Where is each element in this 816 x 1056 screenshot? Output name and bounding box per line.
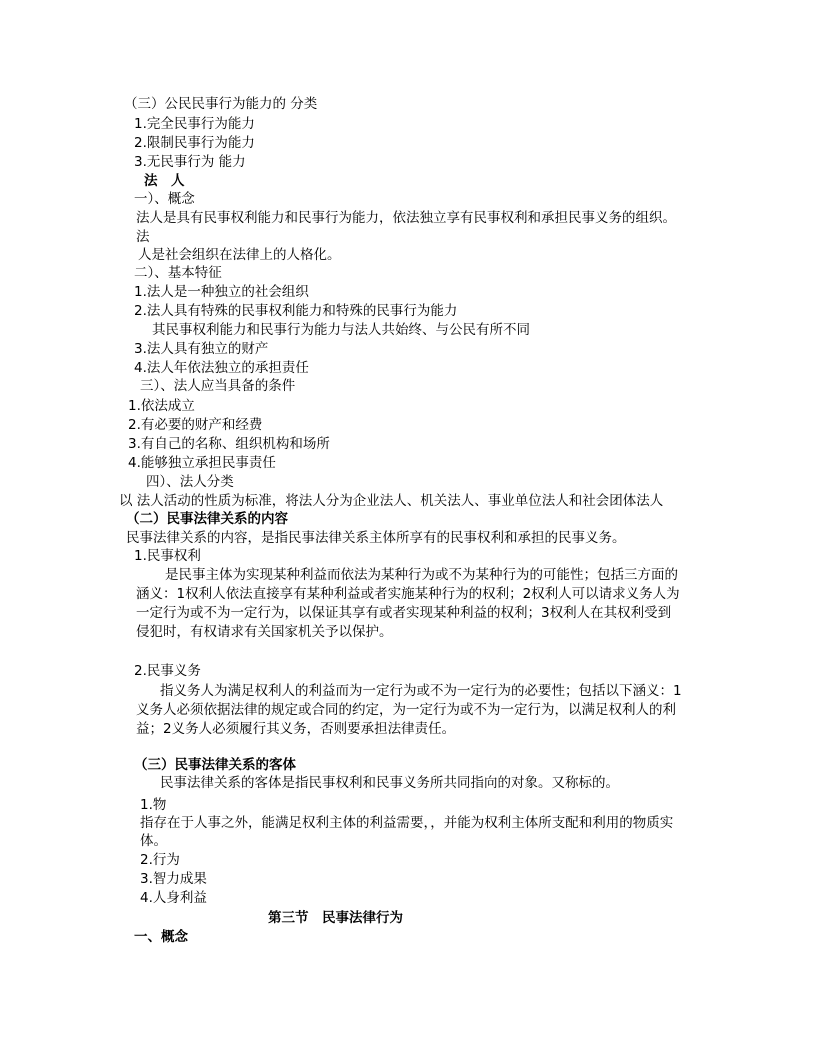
paragraph-line: 一定行为或不为一定行为，以保证其享有或者实现某种利益的权利；3权利人在其权利受到 (136, 605, 672, 621)
paragraph-line: 侵犯时，有权请求有关国家机关予以保护。 (136, 624, 393, 640)
chapter-heading: 第三节 民事法律行为 (268, 910, 403, 926)
list-item: 4.人身利益 (140, 890, 207, 906)
list-item: 2.行为 (140, 852, 180, 868)
list-item: 2.民事义务 (134, 663, 201, 679)
paragraph-line: 以 法人活动的性质为标准，将法人分为企业法人、机关法人、事业单位法人和社会团体法人 (119, 493, 664, 509)
paragraph-line: 体。 (140, 833, 167, 849)
paragraph-line: 涵义：1权利人依法直接享有某种利益或者实施某种行为的权利；2权利人可以请求义务人为 (136, 586, 680, 602)
list-item: 1.依法成立 (128, 398, 195, 414)
paragraph-line: 义务人必须依据法律的规定或合同的约定，为一定行为或不为一定行为，以满足权利人的利 (136, 702, 676, 718)
subheading: 一）、概念 (134, 191, 195, 207)
paragraph-line: 民事法律关系的客体是指民事权利和民事义务所共同指向的对象。又称标的。 (160, 775, 619, 791)
list-item: 1.物 (140, 797, 167, 813)
paragraph-line: 法 (136, 229, 150, 245)
list-item: 4.能够独立承担民事责任 (128, 455, 276, 471)
section-heading-legal-person: 法 人 (144, 173, 185, 189)
paragraph-line: 民事法律关系的内容，是指民事法律关系主体所享有的民事权利和承担的民事义务。 (126, 530, 626, 546)
list-item: 3.无民事行为 能力 (134, 154, 246, 170)
list-item: 3.法人具有独立的财产 (134, 341, 269, 357)
paragraph-line: 指存在于人事之外，能满足权利主体的利益需要，，并能为权利主体所支配和利用的物质实 (140, 815, 674, 831)
list-item: 4.法人年依法独立的承担责任 (134, 360, 309, 376)
list-item: 2.有必要的财产和经费 (128, 417, 263, 433)
section-heading-concept: 一、概念 (134, 929, 188, 945)
list-item: 3.智力成果 (140, 871, 207, 887)
list-item: 2.法人具有特殊的民事权利能力和特殊的民事行为能力 (134, 303, 458, 319)
paragraph-line: 其民事权利能力和民事行为能力与法人共始终、与公民有所不同 (152, 322, 530, 338)
list-item: 3.有自己的名称、组织机构和场所 (128, 436, 330, 452)
list-item: 1.民事权利 (134, 548, 201, 564)
subheading: 二）、基本特征 (134, 265, 222, 281)
list-item: 2.限制民事行为能力 (134, 135, 255, 151)
list-item: 1.完全民事行为能力 (134, 116, 255, 132)
subheading: 四）、法人分类 (146, 474, 234, 490)
paragraph-line: 是民事主体为实现某种利益而依法为某种行为或不为某种行为的可能性；包括三方面的 (165, 567, 678, 583)
section-heading-relation-content: （二）民事法律关系的内容 (126, 511, 288, 527)
paragraph-line: 法人是具有民事权利能力和民事行为能力，依法独立享有民事权利和承担民事义务的组织。 (136, 210, 676, 226)
paragraph-line: 益；2义务人必须履行其义务，否则要承担法律责任。 (136, 721, 456, 737)
section-heading-capacity-classification: （三）公民民事行为能力的 分类 (124, 96, 318, 112)
section-heading-relation-object: （三）民事法律关系的客体 (134, 757, 296, 773)
subheading: 三）、法人应当具备的条件 (140, 378, 296, 394)
paragraph-line: 指义务人为满足权利人的利益而为一定行为或不为一定行为的必要性；包括以下涵义：1 (160, 683, 682, 699)
paragraph-line: 人是社会组织在法律上的人格化。 (138, 247, 341, 263)
list-item: 1.法人是一种独立的社会组织 (134, 284, 309, 300)
